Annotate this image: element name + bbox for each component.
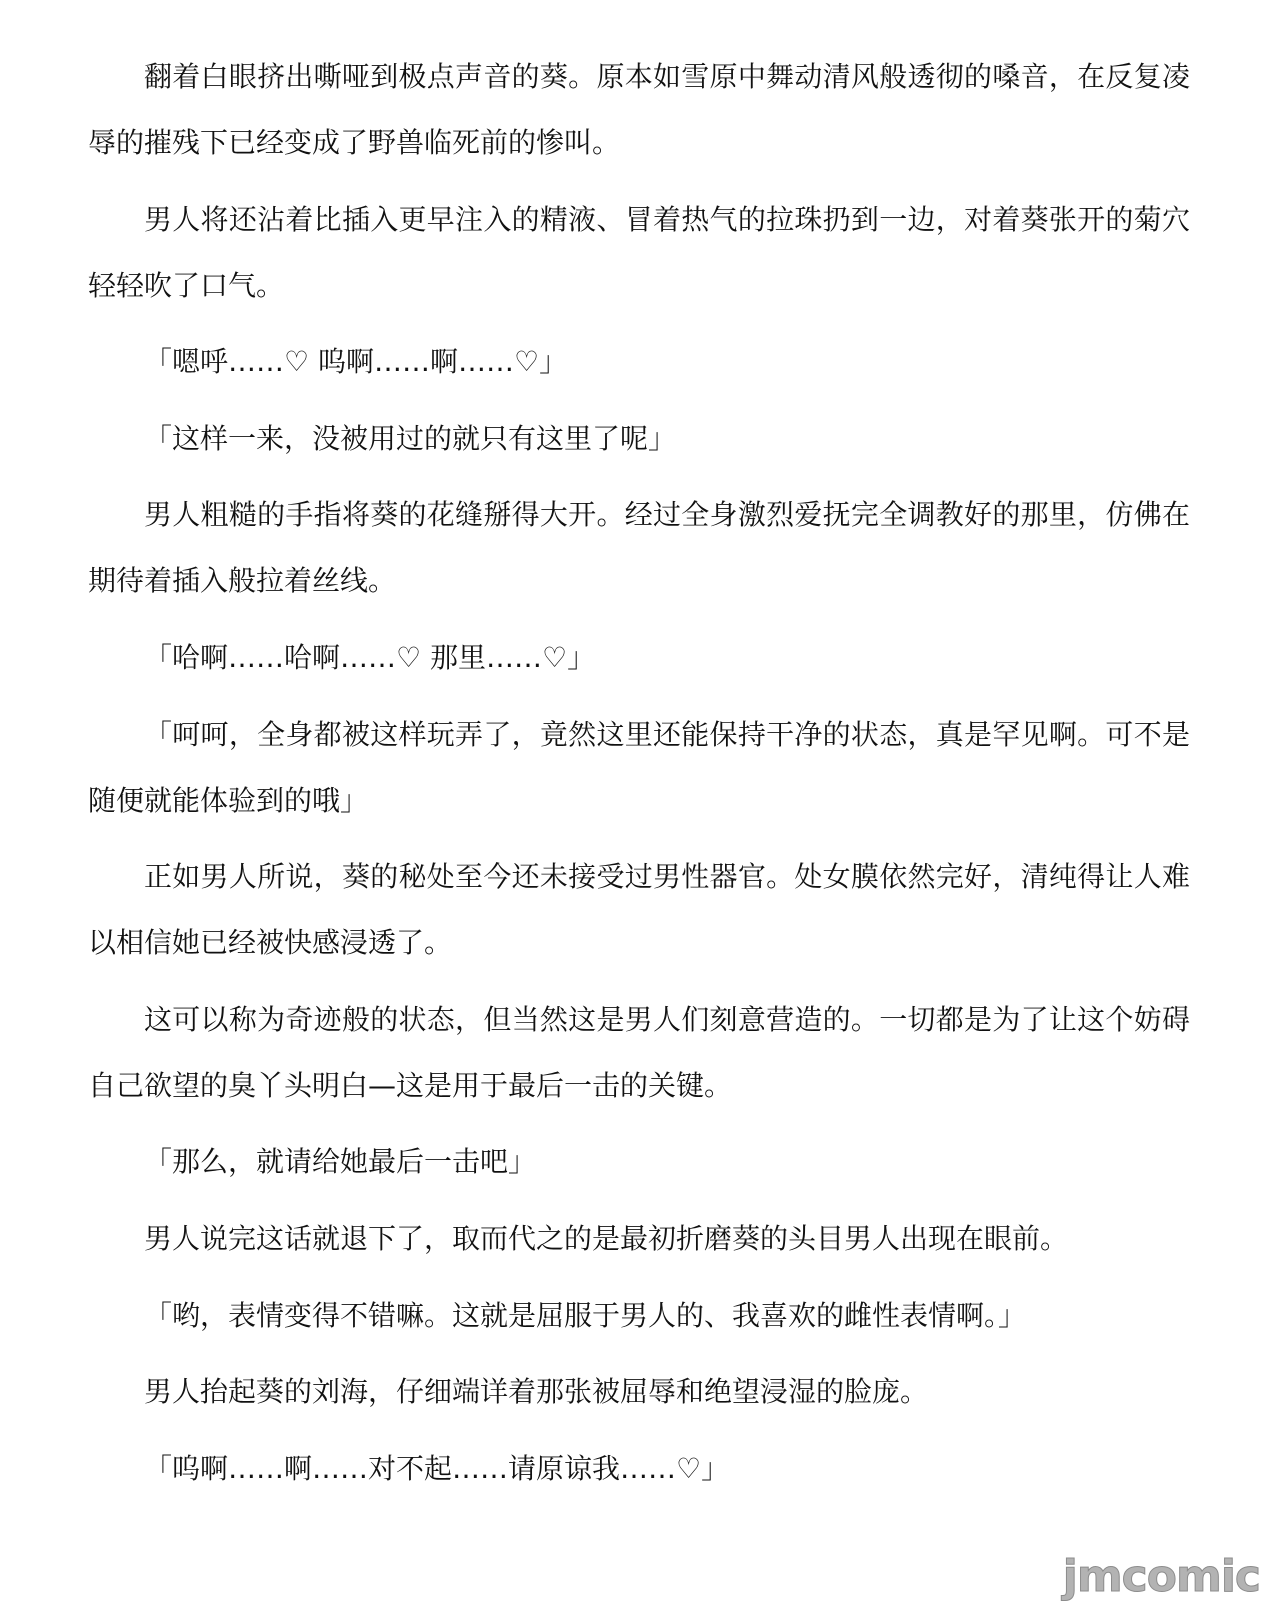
- text-line: 自己欲望的臭丫头明白—这是用于最后一击的关键。: [88, 1068, 733, 1102]
- text-line: 「呵呵，全身都被这样玩弄了，竟然这里还能保持干净的状态，真是罕见啊。可不是: [144, 717, 1190, 751]
- text-line: 以相信她已经被快感浸透了。: [88, 926, 453, 960]
- text-line: 「嗯呼……♡ 呜啊……啊……♡」: [144, 345, 568, 379]
- narration-paragraph: [88, 987, 1190, 1119]
- text-line: 男人粗糙的手指将葵的花缝掰得大开。经过全身激烈爱抚完全调教好的那里，仿佛在: [144, 498, 1190, 532]
- text-line: 「哟，表情变得不错嘛。这就是屈服于男人的、我喜欢的雌性表情啊。」: [144, 1298, 1027, 1332]
- narration-paragraph: [88, 482, 1190, 614]
- dialogue-paragraph: [88, 625, 1190, 691]
- text-line: 男人将还沾着比插入更早注入的精液、冒着热气的拉珠扔到一边，对着葵张开的菊穴: [144, 202, 1190, 236]
- watermark-logo: jmcomic: [1062, 1551, 1260, 1602]
- narration-paragraph: [88, 844, 1190, 976]
- dialogue-paragraph: [88, 329, 1190, 395]
- dialogue-paragraph: [88, 702, 1190, 834]
- text-line: 这可以称为奇迹般的状态，但当然这是男人们刻意营造的。一切都是为了让这个妨碍: [144, 1002, 1190, 1036]
- dialogue-paragraph: [88, 1283, 1190, 1349]
- text-line: 「哈啊……哈啊……♡ 那里……♡」: [144, 640, 596, 674]
- dialogue-paragraph: [88, 1129, 1190, 1195]
- dialogue-paragraph: [88, 1436, 1190, 1502]
- text-line: 「呜啊……啊……对不起……请原谅我……♡」: [144, 1451, 730, 1485]
- text-line: 「这样一来，没被用过的就只有这里了呢」: [144, 421, 677, 455]
- text-line: 轻轻吹了口气。: [88, 268, 285, 302]
- dialogue-paragraph: [88, 406, 1190, 472]
- narration-paragraph: [88, 1206, 1190, 1272]
- narration-paragraph: [88, 1359, 1190, 1425]
- text-line: 正如男人所说，葵的秘处至今还未接受过男性器官。处女膜依然完好，清纯得让人难: [144, 860, 1190, 894]
- text-line: 男人抬起葵的刘海，仔细端详着那张被屈辱和绝望浸湿的脸庞。: [144, 1375, 929, 1409]
- text-line: 翻着白眼挤出嘶哑到极点声音的葵。原本如雪原中舞动清风般透彻的嗓音，在反复凌: [144, 60, 1190, 93]
- narration-paragraph: [88, 187, 1190, 319]
- text-line: 期待着插入般拉着丝线。: [88, 564, 397, 598]
- text-line: 随便就能体验到的哦」: [88, 783, 369, 817]
- document-page: [88, 44, 1190, 1512]
- narration-paragraph: [88, 44, 1190, 176]
- text-line: 辱的摧残下已经变成了野兽临死前的惨叫。: [88, 126, 621, 159]
- text-line: 男人说完这话就退下了，取而代之的是最初折磨葵的头目男人出现在眼前。: [144, 1221, 1069, 1255]
- text-line: 「那么，就请给她最后一击吧」: [144, 1145, 537, 1179]
